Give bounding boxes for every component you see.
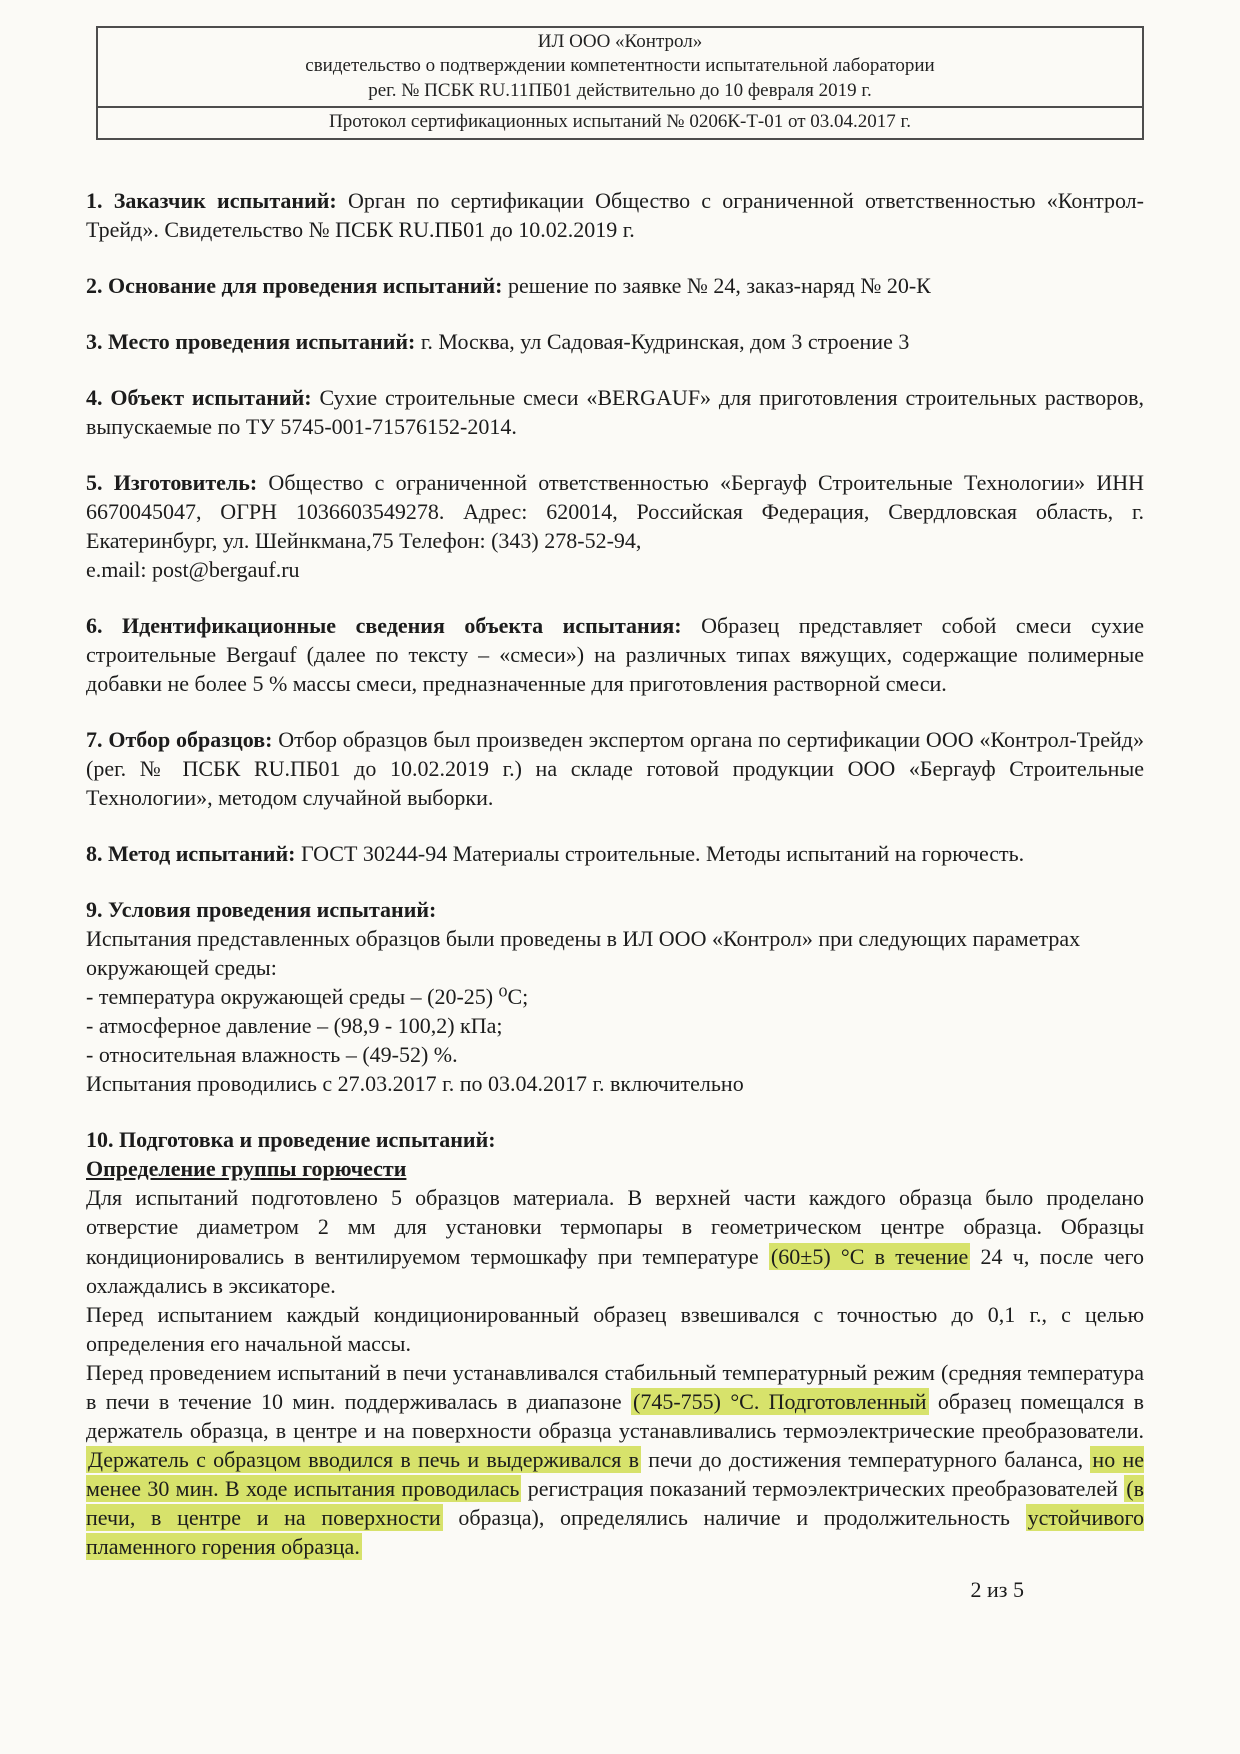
section-9-intro: Испытания представленных образцов были проведены в ИЛ ООО «Контрол» при следующих параметрах окружающей среды:: [86, 926, 1081, 981]
section-9-dates: Испытания проводились с 27.03.2017 г. по 03.04.2017 г. включительно: [86, 1071, 744, 1097]
highlight-temperature-745-755: (745-755) °С. Подготовленный: [633, 1388, 927, 1414]
document-body: [0, 140, 1240, 1604]
section-8-text: ГОСТ 30244-94 Материалы строительные. Методы испытаний на горючесть.: [295, 841, 1025, 867]
section-10-paragraph-2: Перед испытанием каждый кондиционированный образец взвешивался с точностью до 0,1 г., с целью определения его начальной массы.: [86, 1301, 1144, 1356]
section-10-paragraph-3: [86, 1358, 1144, 1561]
section-10-label: 10. Подготовка и проведение испытаний:: [86, 1127, 496, 1153]
section-8-test-method: [86, 839, 1144, 868]
email-text: e.mail: post@bergauf.ru: [86, 556, 300, 582]
section-1-customer: [86, 186, 1144, 244]
section-6-identification: [86, 611, 1144, 698]
section-7-sampling: [86, 725, 1144, 812]
section-6-label: 6. Идентификационные сведения объекта испытания:: [86, 612, 682, 638]
section-4-text: Сухие строительные смеси «BERGAUF» для приготовления строительных растворов, выпускаемые по ТУ 5745-001-71576152-2014.: [86, 384, 1144, 439]
section-9-item-temperature: - температура окружающей среды – (20-25) ⁰С;: [86, 984, 529, 1010]
section-5-manufacturer: [86, 468, 1144, 555]
section-3-text: г. Москва, ул Садовая-Кудринская, дом 3 строение 3: [415, 328, 910, 354]
section-4-label: 4. Объект испытаний:: [86, 384, 312, 410]
section-3-location: [86, 327, 1144, 356]
section-5-label: 5. Изготовитель:: [86, 469, 258, 495]
section-5-email-line: [86, 555, 1144, 584]
section-2-label: 2. Основание для проведения испытаний:: [86, 272, 503, 298]
page-footer: [86, 1575, 1144, 1604]
section-9-item-pressure: - атмосферное давление – (98,9 - 100,2) кПа;: [86, 1013, 503, 1039]
highlight-30-min: но не менее 30 мин. В ходе испытания проводилась: [86, 1446, 1144, 1501]
section-9-item-humidity: - относительная влажность – (49-52) %.: [86, 1042, 458, 1068]
highlight-in-furnace-center-surface: (в печи, в центре и на поверхности: [86, 1475, 1144, 1530]
paragraph-3-text-b: образец помещался в держатель образца, в центре и на поверхности образца устанавливались термоэлектрические преобразователи.: [86, 1388, 1144, 1443]
paragraph-3-text-e: образца), определялись наличие и продолжительность: [442, 1504, 1026, 1530]
section-2-text: решение по заявке № 24, заказ-наряд № 20-К: [502, 272, 931, 298]
paragraph-1-text-b: 24 ч, после чего охлаждались в эксикаторе.: [86, 1243, 1145, 1298]
section-9-label: 9. Условия проведения испытаний:: [86, 897, 437, 923]
paragraph-3-text-a: Перед проведением испытаний в печи устанавливался стабильный температурный режим (средняя температура в печи в течение 10 мин. поддерживалась в диапазоне: [86, 1359, 1144, 1414]
lab-name-line: ИЛ ООО «Контрол»: [537, 31, 703, 52]
section-2-basis: [86, 271, 1144, 300]
competence-certificate-line: свидетельство о подтверждении компетентности испытательной лаборатории: [305, 55, 935, 77]
section-5-text: Общество с ограниченной ответственностью «Бергауф Строительные Технологии» ИНН 6670045047, ОГРН 1036603549278. Адрес: 620014, Российская Федерация, Свердловская область, г. Екатеринбург, ул. Шейнкмана,75 Телефон: (343) 278-52-94,: [86, 469, 1144, 553]
section-4-test-object: [86, 383, 1144, 441]
section-10-preparation: [86, 1125, 1144, 1560]
page-number: 2 из 5: [970, 1576, 1024, 1602]
highlight-temperature-60: (60±5) °С в течение: [770, 1243, 969, 1269]
section-6-text: Образец представляет собой смеси сухие строительные Bergauf (далее по тексту – «смеси») на различных типах вяжущих, содержащие полимерные добавки не более 5 % массы смеси, предназначенные для приготовления растворной смеси.: [86, 612, 1144, 696]
section-9-test-conditions: [86, 895, 1144, 1098]
paragraph-3-text-d: регистрация показаний термоэлектрических преобразователей: [521, 1475, 1125, 1501]
highlight-stable-flaming: устойчивого пламенного горения образца.: [86, 1504, 1144, 1559]
section-10-subheading: Определение группы горючести: [86, 1156, 407, 1182]
section-1-text: Орган по сертификации Общество с ограниченной ответственностью «Контрол-Трейд». Свидетельство № ПСБК RU.ПБ01 до 10.02.2019 г.: [86, 187, 1144, 242]
section-3-label: 3. Место проведения испытаний:: [86, 328, 416, 354]
paragraph-1-text-a: Для испытаний подготовлено 5 образцов материала. В верхней части каждого образца было проделано отверстие диаметром 2 мм для установки термопары в геометрическом центре образца. Образцы кондиционировались в вентилируемом термошкафу при температуре: [86, 1185, 1144, 1269]
registration-line: рег. № ПСБК RU.11ПБ01 действительно до 10 февраля 2019 г.: [368, 79, 872, 101]
section-7-label: 7. Отбор образцов:: [86, 727, 273, 753]
highlight-holder-into-furnace: Держатель с образцом вводился в печь и выдерживался в: [88, 1446, 640, 1472]
section-8-label: 8. Метод испытаний:: [86, 841, 296, 867]
protocol-title-line: Протокол сертификационных испытаний № 0206К-Т-01 от 03.04.2017 г.: [98, 106, 1142, 137]
paragraph-3-text-c: печи до достижения температурного баланса,: [641, 1446, 1091, 1472]
section-1-label: 1. Заказчик испытаний:: [86, 187, 337, 213]
section-7-text: Отбор образцов был произведен экспертом органа по сертификации ООО «Контрол-Трейд» (рег. № ПСБК RU.ПБ01 до 10.02.2019 г.) на складе готовой продукции ООО «Бергауф Строительные Технологии», методом случайной выборки.: [86, 727, 1144, 811]
section-10-paragraph-1: [86, 1183, 1144, 1299]
letterhead-box: [96, 26, 1144, 140]
